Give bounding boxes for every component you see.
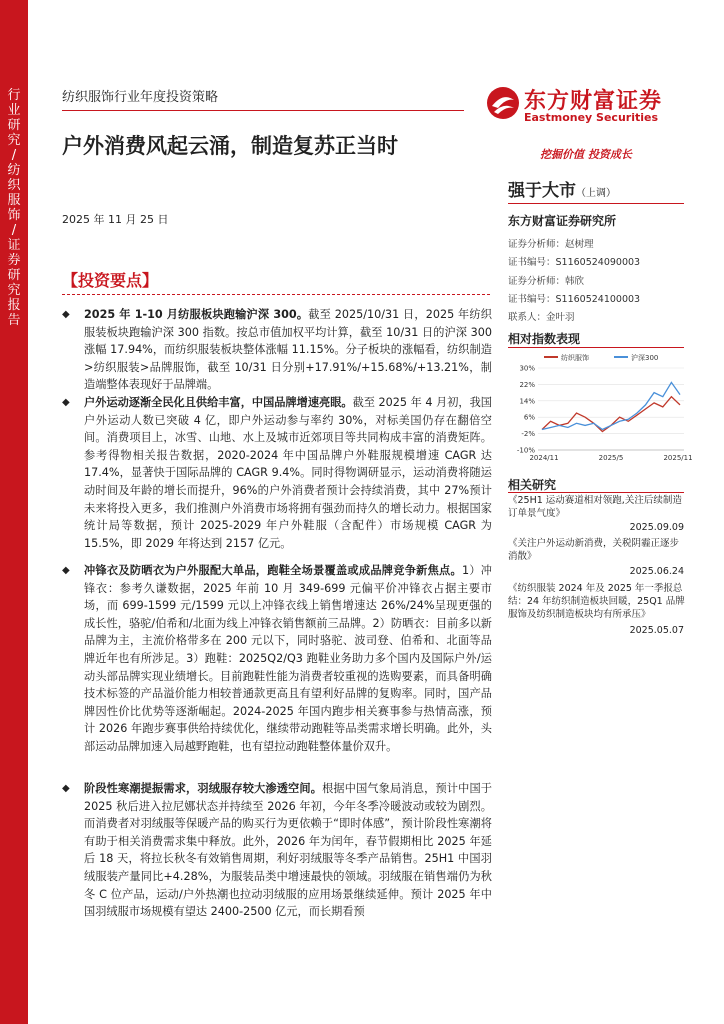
section-title: 【投资要点】 bbox=[62, 271, 159, 290]
brand-mark-icon bbox=[486, 86, 520, 120]
legend-label: 纺织服饰 bbox=[561, 354, 589, 362]
report-category: 纺织服饰行业年度投资策略 bbox=[62, 90, 219, 105]
related-report-date: 2025.06.24 bbox=[629, 566, 684, 577]
x-tick-label: 2025/11 bbox=[663, 454, 693, 462]
report-date: 2025 年 11 月 25 日 bbox=[62, 213, 169, 226]
x-tick-label: 2025/5 bbox=[598, 454, 624, 462]
y-tick-label: -10% bbox=[516, 446, 535, 455]
y-tick-label: 22% bbox=[519, 380, 535, 389]
related-report-title[interactable]: 《关注户外运动新消费，关税阴霾正逐步消散》 bbox=[508, 538, 680, 562]
relative-index-chart bbox=[508, 350, 693, 468]
rating-change: （上调） bbox=[576, 188, 616, 199]
sidebar-category-text: 行业研究 / 纺织服饰 / 证券研究报告 bbox=[7, 88, 21, 328]
bullet-lead: 阶段性寒潮提振需求，羽绒服存较大渗透空间。 bbox=[84, 782, 323, 795]
section-divider bbox=[62, 294, 490, 295]
header-divider bbox=[62, 110, 464, 111]
brand-name-en: Eastmoney Securities bbox=[524, 111, 659, 124]
chart-heading-divider bbox=[508, 347, 684, 348]
bullet-point bbox=[62, 306, 492, 394]
bullet-point bbox=[62, 562, 492, 756]
analyst-line: 证书编号：S1160524100003 bbox=[508, 294, 641, 305]
related-report-title[interactable]: 《纺织服装 2024 年及 2025 年一季报总结：24 年纺织制造板块回暖，25Q1 品牌服饰及纺织制造板块均有所承压》 bbox=[508, 583, 685, 620]
analyst-line: 证券分析师：赵树理 bbox=[508, 239, 594, 250]
brand-slogan: 挖掘价值 投资成长 bbox=[540, 148, 632, 161]
bullet-text: 截至 2025 年 4 月初，我国户外运动人数已突破 4 亿，即户外运动参与率约 30%，对标美国仍存在翻倍空间。消费项目上，冰雪、山地、水上及城市近郊项目等共同构成丰富的消费矩阵。参考得物相关报告数据，2020-2024 年中国品牌户外鞋服规模增速 CAGR 达 17.4%，显著快于国际品牌的 CAGR 9.4%。同时得物调研显示，运动消费将随运动时间及年龄的增长而提升，96%的户外消费者预计会持续消费，其中 27%预计未来将投入更多，我们推测户外消费市场将拥有强劲而持久的增长动力。根据国家统计局等数据，预计 2025-2029 年户外鞋服（含配件）市场规模 CAGR 为 15.5%，即 2029 年将达到 2157 亿元。 bbox=[84, 396, 492, 550]
bullet-text: 1）冲锋衣：参考久谦数据，2025 年前 10 月 349-699 元偏平价冲锋衣占据主要市场，而 699-1599 元/1599 元以上冲锋衣线上销售增速达 26%/24%呈现更强的成长性，骆驼/伯希和/北面为线上冲锋衣销售额前三品牌。2）防晒衣：目前多以新品牌为主，主流价格带多在 200 元以下，同时骆驼、波司登、伯希和、北面等品牌近年也有所涉足。3）跑鞋：2025Q2/Q3 跑鞋业务助力多个国内及国际户外/运动头部品牌实现业绩增长。目前跑鞋性能为消费者较重视的选购要素，而具备明确技术标签的产品溢价能力相较普通款更高且有望利好品牌的复购率。同时，国产品牌因性价比优势等逐渐崛起。2024-2025 年国内跑步相关赛事参与热情高涨，预计 2026 年跑步赛事供给持续优化，继续带动跑鞋等品类需求增长明确。此外，头部运动品牌加速入局越野跑鞋，也有望拉动跑鞋整体量价双升。 bbox=[84, 564, 492, 753]
rating-box bbox=[508, 176, 616, 201]
related-report-date: 2025.05.07 bbox=[629, 625, 684, 636]
chart-heading: 相对指数表现 bbox=[508, 332, 581, 346]
bullet-lead: 冲锋衣及防晒衣为户外服配大单品，跑鞋全场景覆盖或成品牌竞争新焦点。 bbox=[84, 564, 462, 577]
bullet-text: 根据中国气象局消息，预计中国于 2025 秋后进入拉尼娜状态并持续至 2026 年初，今年冬季冷暖波动或较为剧烈。而消费者对羽绒服等保暖产品的购买行为更依赖于“即时体感”，预计阶段性寒潮将有助于相关消费需求集中释放。此外，2026 年为闰年，春节假期相比 2025 年延后 18 天，将拉长秋冬有效销售周期，利好羽绒服等冬季产品销售。25H1 中国羽绒服装产量同比+4.28%，为服装品类中增速最快的领域。羽绒服在销售端仍为秋冬 C 位产品，运动/户外热潮也拉动羽绒服的应用场景继续延伸。预计 2025 年中国羽绒服市场规模有望达 2400-2500 亿元，而长期看预 bbox=[84, 782, 492, 919]
y-tick-label: 6% bbox=[523, 413, 535, 422]
bullet-lead: 2025 年 1-10 月纺服板块跑输沪深 300。 bbox=[84, 308, 309, 321]
bullet-text: 截至 2025/10/31 日，2025 年纺织服装板块跑输沪深 300 指数。按总市值加权平均计算，截至 10/31 日的沪深 300 涨幅 17.94%，而纺织服装板块整体涨幅 11.15%。分子板块的涨幅看，纺织制造>纺织服装>品牌服饰，截至 10/31 日分别+17.91%/+15.68%/+13.21%，制造端整体表现好于品牌端。 bbox=[84, 308, 492, 392]
side-strip bbox=[0, 0, 28, 1024]
bullet-point bbox=[62, 780, 492, 921]
diamond-bullet-icon: ◆ bbox=[62, 397, 70, 408]
diamond-bullet-icon: ◆ bbox=[62, 565, 70, 576]
analyst-line: 联系人：金叶羽 bbox=[508, 312, 575, 323]
y-tick-label: 14% bbox=[519, 397, 535, 406]
report-title: 户外消费风起云涌，制造复苏正当时 bbox=[62, 134, 398, 158]
analyst-line: 证书编号：S1160524090003 bbox=[508, 257, 641, 268]
institute-name: 东方财富证券研究所 bbox=[508, 214, 617, 228]
y-tick-label: -2% bbox=[521, 430, 535, 439]
rating-divider bbox=[508, 203, 684, 204]
diamond-bullet-icon: ◆ bbox=[62, 309, 70, 320]
brand-name-cn: 东方财富证券 bbox=[524, 89, 663, 114]
analyst-line: 证券分析师：韩欣 bbox=[508, 276, 585, 287]
related-heading-divider bbox=[508, 492, 684, 493]
y-tick-label: 30% bbox=[519, 364, 535, 373]
brand-logo bbox=[486, 84, 686, 128]
x-tick-label: 2024/11 bbox=[529, 454, 559, 462]
related-report-date: 2025.09.09 bbox=[629, 522, 684, 533]
related-report-title[interactable]: 《25H1 运动赛道相对领跑,关注后续制造订单景气度》 bbox=[508, 495, 682, 519]
legend-label: 沪深300 bbox=[631, 354, 659, 362]
bullet-lead: 户外运动逐渐全民化且供给丰富，中国品牌增速亮眼。 bbox=[84, 396, 353, 409]
diamond-bullet-icon: ◆ bbox=[62, 783, 70, 794]
rating-value: 强于大市 bbox=[508, 181, 576, 201]
bullet-point bbox=[62, 394, 492, 552]
related-heading: 相关研究 bbox=[508, 478, 557, 492]
